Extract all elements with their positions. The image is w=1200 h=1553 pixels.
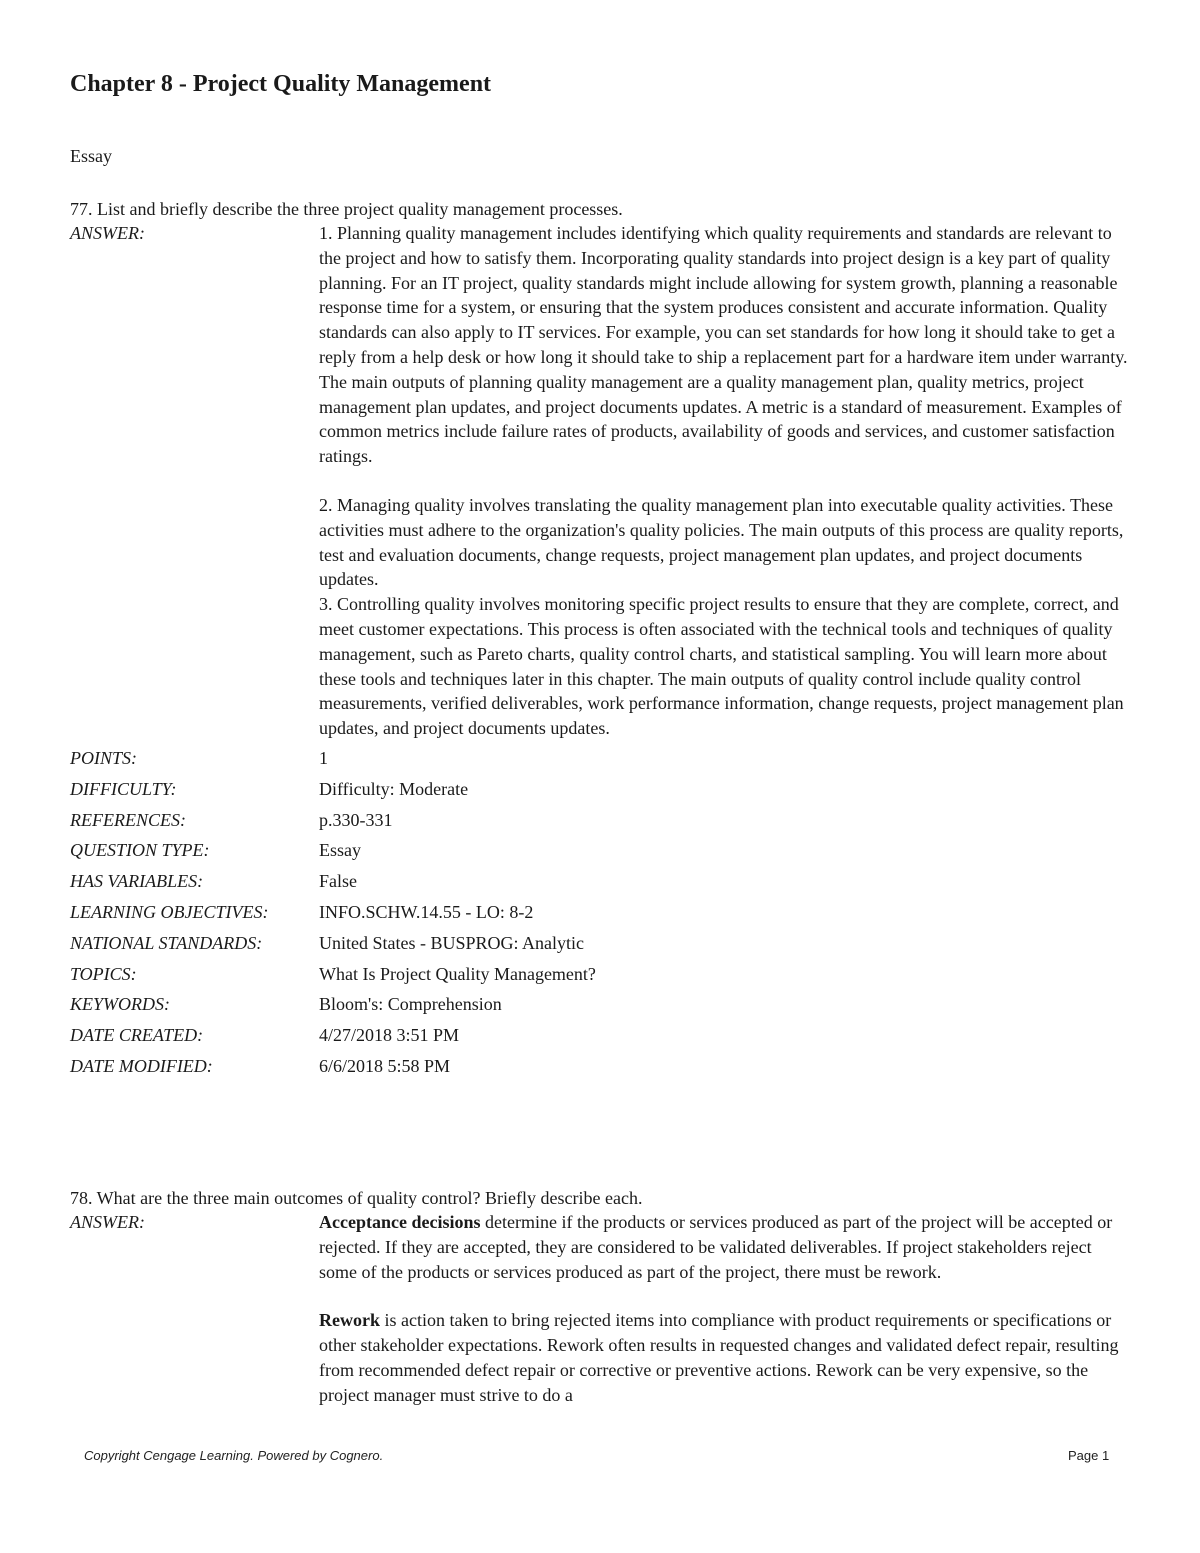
meta-value: False [319, 871, 357, 892]
answer-row [70, 1210, 1130, 1408]
meta-label: DATE CREATED: [70, 1025, 204, 1046]
meta-value: 1 [319, 747, 328, 768]
meta-label: LEARNING OBJECTIVES: [70, 901, 269, 922]
meta-row [70, 992, 1130, 1023]
answer-paragraph-2: 2. Managing quality involves translating the quality management plan into executable quality activities. These activities must adhere to the organization's quality policies. The main outputs of this process are quality reports, test and evaluation documents, change requests, project management plan updates, and project documents updates. [319, 494, 1124, 590]
answer-label: ANSWER: [70, 223, 145, 243]
chapter-title: Chapter 8 - Project Quality Management [70, 71, 492, 97]
meta-label: POINTS: [70, 747, 137, 768]
question-78 [70, 1186, 1130, 1408]
term-rework: Rework [319, 1310, 380, 1331]
meta-row [70, 1054, 1130, 1085]
meta-value: Difficulty: Moderate [319, 778, 469, 799]
meta-label: DATE MODIFIED: [70, 1055, 213, 1076]
answer-paragraph-2 [319, 1308, 1129, 1407]
meta-value: INFO.SCHW.14.55 - LO: 8-2 [319, 901, 534, 922]
paragraph-spacer [319, 469, 1129, 493]
meta-value: United States - BUSPROG: Analytic [319, 932, 584, 953]
term-description: is action taken to bring rejected items into compliance with product requirements or specifications or other stakeholder expectations. Rework often results in requested changes and validated defect repair, resulting from recommended defect repair or corrective or preventive actions. Rework can be very expensive, so the project manager must strive to do a [319, 1310, 1119, 1405]
meta-label: QUESTION TYPE: [70, 840, 210, 861]
meta-label: KEYWORDS: [70, 994, 170, 1015]
meta-label: TOPICS: [70, 963, 137, 984]
meta-value: 4/27/2018 3:51 PM [319, 1025, 460, 1046]
term-acceptance-decisions: Acceptance decisions [319, 1212, 481, 1232]
meta-value: Bloom's: Comprehension [319, 994, 502, 1015]
meta-row [70, 777, 1130, 808]
question-77-text: 77. List and briefly describe the three project quality management processes. [70, 199, 623, 219]
question-77 [70, 197, 1130, 1085]
meta-row [70, 1023, 1130, 1054]
footer-page-number: Page 1 [1068, 1448, 1110, 1463]
meta-row [70, 900, 1130, 931]
section-heading: Essay [70, 146, 112, 166]
meta-row [70, 808, 1130, 839]
meta-row [70, 746, 1130, 777]
meta-value: p.330-331 [319, 809, 393, 830]
answer-body [319, 221, 1129, 741]
metadata-list [70, 746, 1130, 1085]
meta-row [70, 931, 1130, 962]
answer-paragraph-1 [319, 1210, 1129, 1284]
question-78-text: 78. What are the three main outcomes of quality control? Briefly describe each. [70, 1188, 643, 1208]
meta-row [70, 962, 1130, 993]
paragraph-spacer [319, 1284, 1129, 1308]
meta-value: What Is Project Quality Management? [319, 963, 596, 984]
answer-body [319, 1210, 1129, 1408]
meta-label: HAS VARIABLES: [70, 871, 204, 892]
answer-paragraph-3: 3. Controlling quality involves monitoring specific project results to ensure that they are complete, correct, and meet customer expectations. This process is often associated with the technical tools and techniques of quality management, such as Pareto charts, quality control charts, and statistical sampling. You will learn more about these tools and techniques later in this chapter. The main outputs of quality control include quality control measurements, verified deliverables, work performance information, change requests, project management plan updates, and project documents updates. [319, 594, 1124, 739]
footer-copyright: Copyright Cengage Learning. Powered by Cognero. [84, 1448, 384, 1463]
meta-label: DIFFICULTY: [70, 778, 177, 799]
meta-value: Essay [319, 840, 361, 861]
meta-row [70, 838, 1130, 869]
answer-label: ANSWER: [70, 1212, 145, 1232]
answer-row [70, 221, 1130, 741]
term-description: determine if the products or services produced as part of the project will be accepted or rejected. If they are accepted, they are considered to be validated deliverables. If project stakeholders reject some of the products or services produced as part of the project, there must be rework. [319, 1212, 1113, 1282]
meta-row [70, 869, 1130, 900]
meta-value: 6/6/2018 5:58 PM [319, 1055, 451, 1076]
meta-label: NATIONAL STANDARDS: [70, 932, 263, 953]
answer-paragraph-1: 1. Planning quality management includes identifying which quality requirements and standards are relevant to the project and how to satisfy them. Incorporating quality standards into project design is a key part of quality planning. For an IT project, quality standards might include allowing for system growth, planning a reasonable response time for a system, or ensuring that the system produces consistent and accurate information. Quality standards can also apply to IT services. For example, you can set standards for how long it should take to get a reply from a help desk or how long it should take to ship a replacement part for a hardware item under warranty. The main outputs of planning quality management are a quality management plan, quality metrics, project management plan updates, and project documents updates. A metric is a standard of measurement. Examples of common metrics include failure rates of products, availability of goods and services, and customer satisfaction ratings. [319, 223, 1128, 467]
meta-label: REFERENCES: [70, 809, 186, 830]
